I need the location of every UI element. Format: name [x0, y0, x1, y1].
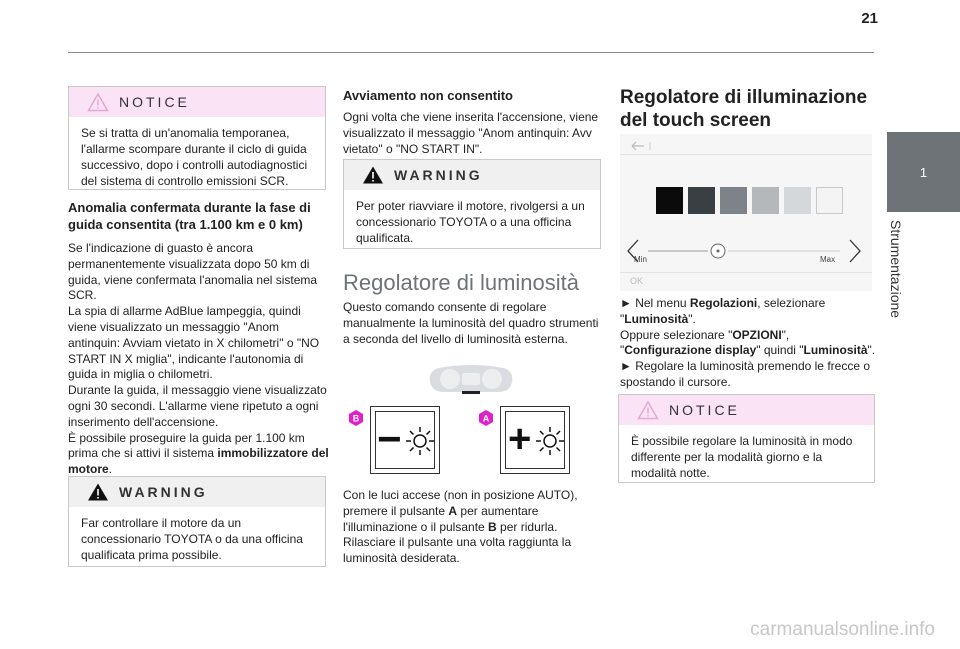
minus-sign: −	[377, 415, 402, 462]
brightness-decrease-button[interactable]	[370, 406, 440, 474]
touch-step-1	[620, 296, 882, 328]
anomaly-section	[68, 199, 330, 478]
anomaly-p4-bold: immobilizzatore del motore	[68, 446, 329, 477]
brightness-increase-button[interactable]	[500, 406, 570, 474]
brightness-swatch-4	[752, 187, 779, 214]
slider-max-label: Max	[820, 255, 836, 264]
watermark: carmanualsonline.info	[750, 619, 935, 640]
desc-button-b: B	[488, 519, 497, 534]
start-section	[343, 87, 603, 157]
step2-options: OPZIONI	[732, 327, 782, 342]
anomaly-p4-text: È possibile proseguire la guida per 1.100 km prima che si attivi il sistema	[68, 430, 305, 461]
anomaly-p4	[68, 431, 330, 478]
screen-ok-button[interactable]: OK	[630, 276, 644, 286]
start-heading: Avviamento non consentito	[343, 88, 513, 103]
step1-item: Luminosità	[624, 311, 689, 326]
step1-menu: Regolazioni	[689, 296, 758, 310]
notice-header-1	[69, 87, 325, 117]
chapter-tab-text: Strumentazione	[888, 220, 904, 319]
touch-instructions	[620, 296, 882, 391]
touch-step-3: ► Regolare la luminosità premendo le frecce o spostando il cursore.	[620, 359, 871, 389]
notice-box-1	[68, 86, 326, 190]
label-b-text: B	[352, 413, 360, 424]
step2-pre: Oppure selezionare "	[620, 327, 733, 342]
anomaly-p1: Se l'indicazione di guasto è ancora permanentemente visualizzata dopo 50 km di guida, viene confermata l'anomalia nel sistema SCR.	[68, 241, 318, 303]
brightness-swatch-1	[656, 187, 683, 214]
notice-text-1: Se si tratta di un'anomalia temporanea, l'allarme scompare durante il ciclo di guida successivo, dopo i controlli autodiagnostici del sistema di controllo emissioni SCR.	[81, 126, 308, 188]
label-a-text: A	[482, 413, 490, 424]
brightness-title: Regolatore di luminosità	[343, 270, 580, 295]
sun-icon	[405, 426, 435, 456]
slider-right-arrow[interactable]	[850, 240, 860, 262]
warning-title-2: WARNING	[394, 167, 483, 183]
chapter-tab[interactable]	[887, 132, 960, 212]
touch-step-2	[620, 328, 882, 360]
screen-divider	[620, 272, 872, 273]
step1-mid: , selezionare "	[620, 296, 826, 326]
step2-mid2: " quindi "	[756, 343, 804, 358]
notice-box-2	[618, 394, 875, 483]
brightness-desc-p2: Rilasciare il pulsante una volta raggiunta la luminosità desiderata.	[343, 535, 572, 566]
brightness-description	[343, 488, 605, 567]
desc-button-a: A	[448, 503, 458, 518]
notice-triangle-icon	[87, 92, 109, 112]
brightness-swatch-6	[816, 187, 843, 214]
chapter-tab-number: 1	[919, 164, 928, 180]
notice-text-2: È possibile regolare la luminosità in modo differente per la modalità giorno e la modalità notte.	[631, 434, 853, 480]
notice-title-2: NOTICE	[669, 402, 740, 418]
anomaly-p2: La spia di allarme AdBlue lampeggia, quindi viene visualizzato un messaggio "Anom antinquin: Avviam vietato in X chilometri" o "NO START IN X miglia", indicante l'autonomia di guida in miglia o chilometri.	[68, 304, 320, 382]
warning-triangle-icon	[362, 165, 384, 185]
warning-text-2: Per poter riavviare il motore, rivolgersi a un concessionario TOYOTA o a una officina qualificata.	[356, 199, 585, 245]
step1-pre: ► Nel menu	[620, 296, 690, 310]
warning-text-1: Far controllare il motore da un concessionario TOYOTA o da una officina qualificata prima possibile.	[81, 516, 303, 562]
anomaly-p3: Durante la guida, il messaggio viene visualizzato ogni 30 secondi. L'allarme viene ripetuto a ogni inserimento dell'accensione.	[68, 383, 327, 429]
step2-display: Configurazione display	[624, 343, 757, 358]
desc-text-2: per aumentare l'illuminazione o il pulsante	[343, 503, 539, 534]
label-a-badge	[479, 410, 493, 426]
touch-title: Regolatore di illuminazione del touch screen	[620, 87, 868, 131]
back-arrow-icon[interactable]	[626, 140, 656, 152]
warning-header-2	[344, 160, 600, 190]
notice-header-2	[619, 395, 874, 425]
brightness-swatch-5	[784, 187, 811, 214]
anomaly-heading: Anomalia confermata durante la fase di guida consentita (tra 1.100 km e 0 km)	[68, 200, 311, 232]
desc-text-1: Con le luci accese (non in posizione AUTO), premere il pulsante	[343, 488, 578, 518]
plus-sign: +	[508, 417, 532, 461]
label-b-badge	[349, 410, 363, 426]
brightness-swatch-3	[720, 187, 747, 214]
step2-mid1: ", "	[620, 327, 790, 358]
brightness-intro: Questo comando consente di regolare manualmente la luminosità del quadro strumenti a seconda del livello di luminosità esterna.	[343, 300, 599, 346]
instrument-panel-icon	[428, 364, 514, 396]
brightness-swatch-2	[688, 187, 715, 214]
anomaly-body	[68, 241, 330, 478]
step1-end: ".	[688, 311, 696, 326]
warning-header-1	[69, 477, 325, 507]
step2-end: ".	[867, 343, 876, 358]
top-divider	[68, 52, 874, 53]
step2-brightness: Luminosità	[803, 343, 868, 358]
page-number: 21	[861, 10, 878, 27]
notice-triangle-icon	[637, 400, 659, 420]
desc-text-3: per ridurla.	[496, 519, 558, 534]
warning-triangle-icon	[87, 482, 109, 502]
warning-box-1	[68, 476, 326, 567]
brightness-desc-p1	[343, 488, 605, 535]
sun-icon	[535, 426, 565, 456]
chapter-tab-label	[885, 220, 911, 330]
warning-box-2	[343, 159, 601, 249]
slider-min-label: Min	[634, 255, 647, 264]
start-text: Ogni volta che viene inserita l'accensione, viene visualizzato il messaggio "Anom antinquin: Avv vietato" o "NO START IN".	[343, 110, 599, 156]
warning-title-1: WARNING	[119, 484, 208, 500]
notice-title-1: NOTICE	[119, 94, 190, 110]
anomaly-p4-end: .	[108, 462, 113, 477]
